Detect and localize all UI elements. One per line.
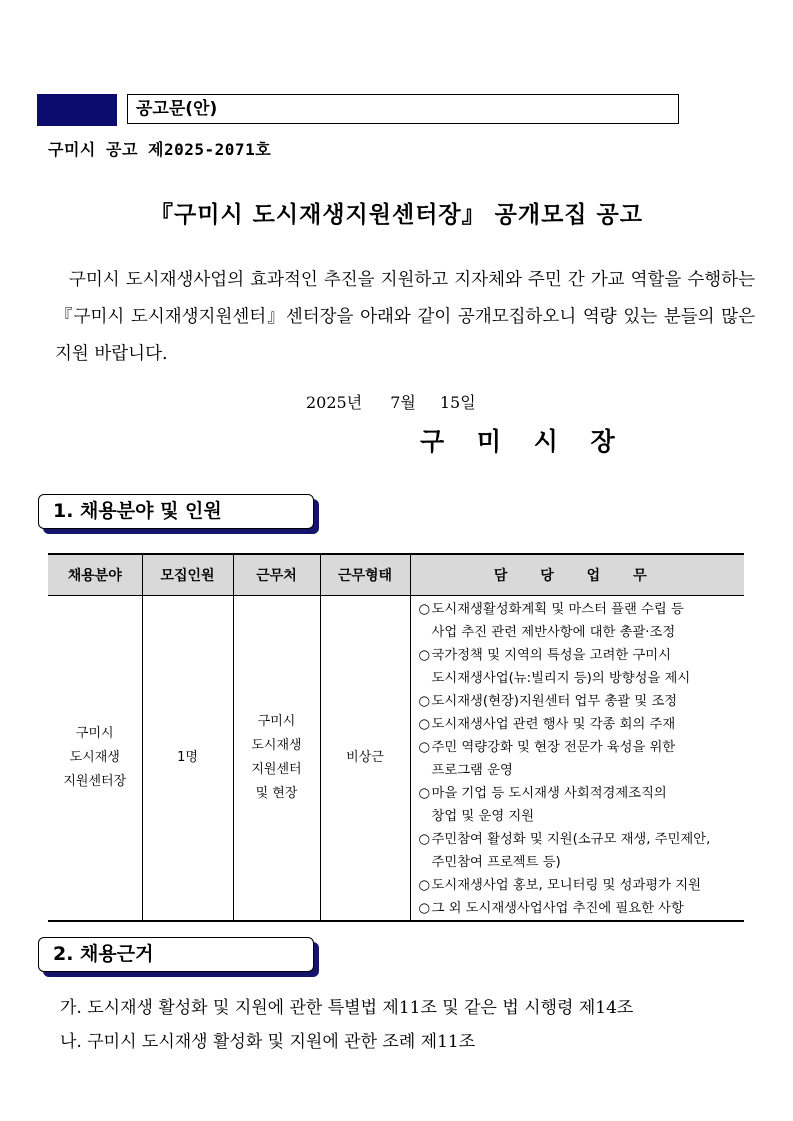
cell-count: 1명 xyxy=(142,596,233,922)
workplace-line: 구미시 xyxy=(257,714,296,729)
duty-text: 프로그램 운영 xyxy=(431,763,513,778)
workplace-line: 및 현장 xyxy=(255,786,298,801)
col-header-count: 모집인원 xyxy=(142,554,233,596)
col-header-workplace: 근무처 xyxy=(233,554,320,596)
duty-item xyxy=(419,897,741,920)
duty-text: 도시재생활성화계획 및 마스터 플랜 수립 등 xyxy=(431,602,684,617)
date-month: 7월 xyxy=(390,393,416,412)
legal-basis-item: 나. 구미시 도시재생 활성화 및 지원에 관한 조례 제11조 xyxy=(60,1032,476,1052)
recruitment-table xyxy=(48,553,744,922)
field-line: 지원센터장 xyxy=(63,774,127,789)
field-line: 구미시 xyxy=(75,726,114,741)
col-header-type: 근무형태 xyxy=(320,554,410,596)
intro-paragraph xyxy=(55,262,755,373)
duty-item xyxy=(419,782,741,828)
draft-label: 공고문(안) xyxy=(127,94,679,124)
duty-text: 주민 역량강화 및 현장 전문가 육성을 위한 xyxy=(431,740,676,755)
table-row xyxy=(48,596,744,922)
duty-item xyxy=(419,690,741,713)
duty-text: 도시재생(현장)지원센터 업무 총괄 및 조정 xyxy=(431,694,678,709)
duty-bullet: ○ xyxy=(418,740,431,755)
section2-heading: 2. 채용근거 xyxy=(38,937,314,972)
duty-item xyxy=(419,874,741,897)
header-color-block xyxy=(37,94,117,126)
cell-duties xyxy=(410,596,744,922)
date-day: 15일 xyxy=(439,393,476,412)
duty-bullet: ○ xyxy=(418,901,431,916)
duty-bullet: ○ xyxy=(418,786,431,801)
duty-item xyxy=(419,828,741,874)
duty-item xyxy=(419,736,741,782)
duty-text: 도시재생사업 홍보, 모니터링 및 성과평가 지원 xyxy=(431,878,701,893)
duty-bullet: ○ xyxy=(418,832,431,847)
duty-text: 도시재생사업(뉴:빌리지 등)의 방향성을 제시 xyxy=(431,671,691,686)
issuer-signature: 구 미 시 장 xyxy=(420,427,627,456)
cell-workplace xyxy=(233,596,320,922)
legal-basis-item: 가. 도시재생 활성화 및 지원에 관한 특별법 제11조 및 같은 법 시행령 제14조 xyxy=(60,998,634,1018)
col-header-duties: 담 당 업 무 xyxy=(410,554,744,596)
duty-item xyxy=(419,644,741,690)
duty-text: 주민참여 프로젝트 등) xyxy=(431,855,561,870)
duty-bullet: ○ xyxy=(418,878,431,893)
duty-bullet: ○ xyxy=(418,694,431,709)
date-year: 2025년 xyxy=(306,393,363,412)
duty-text: 마을 기업 등 도시재생 사회적경제조직의 xyxy=(431,786,667,801)
notice-number: 구미시 공고 제2025-2071호 xyxy=(48,140,272,159)
table-header-row xyxy=(48,554,744,596)
intro-text: 구미시 도시재생사업의 효과적인 추진을 지원하고 지자체와 주민 간 가교 역할을 수행하는 『구미시 도시재생지원센터』센터장을 아래와 같이 공개모집하오니 역량 있는 분들의 많은 지원 바랍니다. xyxy=(55,270,755,364)
duty-bullet: ○ xyxy=(418,602,431,617)
duty-text: 사업 추진 관련 제반사항에 대한 총괄·조정 xyxy=(431,625,676,640)
field-line: 도시재생 xyxy=(69,750,120,765)
duty-text: 도시재생사업 관련 행사 및 각종 회의 주재 xyxy=(431,717,676,732)
duty-text: 그 외 도시재생사업사업 추진에 필요한 사항 xyxy=(431,901,684,916)
duty-text: 창업 및 운영 지원 xyxy=(431,809,535,824)
duty-bullet: ○ xyxy=(418,648,431,663)
cell-type: 비상근 xyxy=(320,596,410,922)
page-title: 『구미시 도시재생지원센터장』 공개모집 공고 xyxy=(150,202,643,228)
duty-bullet: ○ xyxy=(418,717,431,732)
duty-item xyxy=(419,598,741,644)
section1-heading: 1. 채용분야 및 인원 xyxy=(38,494,314,529)
duty-item xyxy=(419,713,741,736)
workplace-line: 도시재생 xyxy=(251,738,302,753)
col-header-field: 채용분야 xyxy=(48,554,142,596)
workplace-line: 지원센터 xyxy=(251,762,302,777)
duty-text: 국가정책 및 지역의 특성을 고려한 구미시 xyxy=(431,648,671,663)
notice-date xyxy=(306,390,476,413)
duty-text: 주민참여 활성화 및 지원(소규모 재생, 주민제안, xyxy=(431,832,711,847)
cell-field xyxy=(48,596,142,922)
